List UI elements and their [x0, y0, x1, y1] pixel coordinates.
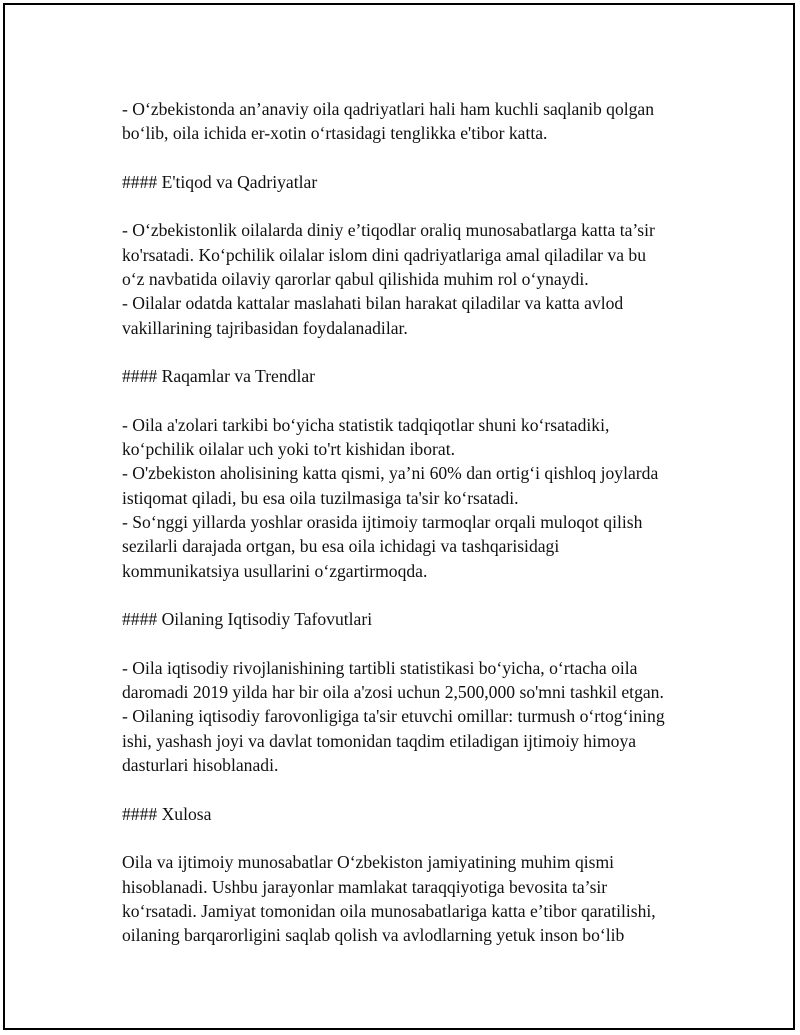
text-line: ishi, yashash joyi va davlat tomonidan taqdim etiladigan ijtimoiy himoya: [122, 730, 637, 751]
text-line: - Oilaning iqtisodiy farovonligiga ta'sir etuvchi omillar: turmush o‘rtog‘ining: [122, 706, 665, 727]
blank-line: [122, 389, 697, 413]
blank-line: [122, 583, 697, 607]
text-line: - O‘zbekistonlik oilalarda diniy e’tiqodlar oraliq munosabatlarga katta ta’sir: [122, 220, 655, 241]
blank-line: [122, 146, 697, 170]
blank-line: [122, 340, 697, 364]
text-line: oilaning barqarorligini saqlab qolish va avlodlarning yetuk inson bo‘lib: [122, 925, 625, 946]
blank-line: [122, 194, 697, 218]
text-line: vakillarining tajribasidan foydalanadilar.: [122, 317, 408, 338]
text-line: - Oilalar odatda kattalar maslahati bilan harakat qiladilar va katta avlod: [122, 293, 624, 314]
text-line: bo‘lib, oila ichida er-xotin o‘rtasidagi tenglikka e'tibor katta.: [122, 123, 548, 144]
text-line: kommunikatsiya usullarini o‘zgartirmoqda.: [122, 560, 428, 581]
text-line: daromadi 2019 yilda har bir oila a'zosi uchun 2,500,000 so'mni tashkil etgan.: [122, 682, 664, 703]
section-heading: #### Oilaning Iqtisodiy Tafovutlari: [122, 609, 373, 630]
blank-line: [122, 777, 697, 801]
text-line: - Oila iqtisodiy rivojlanishining tartibli statistikasi bo‘yicha, o‘rtacha oila: [122, 657, 638, 678]
blank-line: [122, 826, 697, 850]
blank-line: [122, 632, 697, 656]
text-line: - Oila a'zolari tarkibi bo‘yicha statistik tadqiqotlar shuni ko‘rsatadiki,: [122, 414, 610, 435]
text-line: dasturlari hisoblanadi.: [122, 755, 279, 776]
text-line: - So‘nggi yillarda yoshlar orasida ijtimoiy tarmoqlar orqali muloqot qilish: [122, 512, 643, 533]
text-line: ko‘pchilik oilalar uch yoki to'rt kishidan iborat.: [122, 439, 455, 460]
text-line: o‘z navbatida oilaviy qarorlar qabul qilishida muhim rol o‘ynaydi.: [122, 269, 589, 290]
text-line: ko‘rsatadi. Jamiyat tomonidan oila munosabatlariga katta e’tibor qaratilishi,: [122, 900, 656, 921]
text-line: istiqomat qiladi, bu esa oila tuzilmasiga ta'sir ko‘rsatadi.: [122, 487, 519, 508]
section-heading: #### Xulosa: [122, 803, 212, 824]
text-line: ko'rsatadi. Ko‘pchilik oilalar islom dini qadriyatlariga amal qiladilar va bu: [122, 244, 646, 265]
text-line: - O‘zbekistonda an’anaviy oila qadriyatlari hali ham kuchli saqlanib qolgan: [122, 99, 655, 119]
text-line: Oila va ijtimoiy munosabatlar O‘zbekiston jamiyatining muhim qismi: [122, 852, 615, 873]
text-line: hisoblanadi. Ushbu jarayonlar mamlakat taraqqiyotiga bevosita ta’sir: [122, 876, 608, 897]
section-heading: #### E'tiqod va Qadriyatlar: [122, 171, 318, 192]
page-frame: [3, 3, 795, 1030]
text-line: sezilarli darajada ortgan, bu esa oila ichidagi va tashqarisidagi: [122, 536, 560, 557]
text-line: - O'zbekiston aholisining katta qismi, ya’ni 60% dan ortig‘i qishloq joylarda: [122, 463, 659, 484]
document-body: [122, 97, 697, 947]
section-heading: #### Raqamlar va Trendlar: [122, 366, 316, 387]
